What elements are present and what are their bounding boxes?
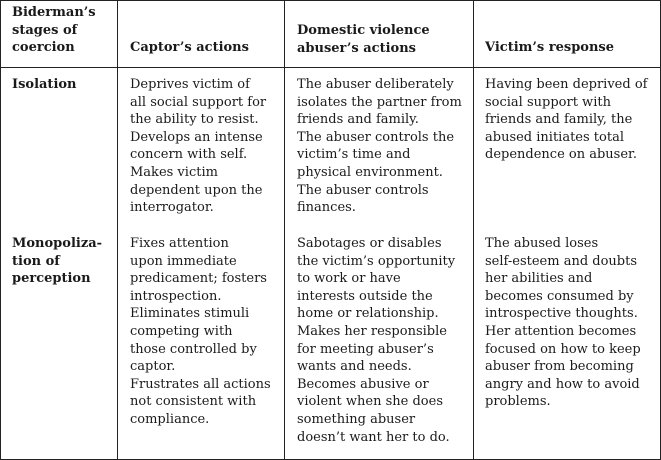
row-isolation-stage: Isolation (12, 77, 77, 92)
row-monopolization-captor: Fixes attention upon immediate predicament; fosters introspection. Eliminates stimuli competing with those controlled by captor. Frustrates all actions not consistent with compliance. (130, 236, 271, 427)
header-divider (1, 67, 660, 68)
row-isolation-captor: Deprives victim of all social support for the ability to resist. Develops an intense concern with self. Makes victim dependent upon the interrogator. (130, 77, 267, 216)
row-monopolization-stage: Monopoliza- tion of perception (12, 236, 103, 287)
header-abuser-actions: Domestic violence abuser’s actions (297, 23, 430, 56)
column-divider (284, 1, 285, 459)
row-isolation-abuser: The abuser deliberately isolates the partner from friends and family. The abuser controls the victim’s time and physical environment. The abuser controls finances. (297, 77, 462, 216)
row-monopolization-victim: The abused loses self-esteem and doubts her abilities and becomes consumed by introspective thoughts. Her attention becomes focused on how to keep abuser from becoming angry and how to avoid problems. (485, 236, 641, 410)
column-divider (473, 1, 474, 459)
header-stages: Biderman’s stages of coercion (12, 5, 96, 56)
header-victim-response: Victim’s response (485, 40, 615, 55)
header-captor-actions: Captor’s actions (130, 40, 249, 55)
row-isolation-victim: Having been deprived of social support with friends and family, the abused initiates total dependence on abuser. (485, 77, 648, 163)
column-divider (117, 1, 118, 459)
row-monopolization-abuser: Sabotages or disables the victim’s opportunity to work or have interests outside the home or relationship. Makes her responsible for meeting abuser’s wants and needs. Becomes abusive or violent when she does something abuser doesn’t want her to do. (297, 236, 456, 445)
